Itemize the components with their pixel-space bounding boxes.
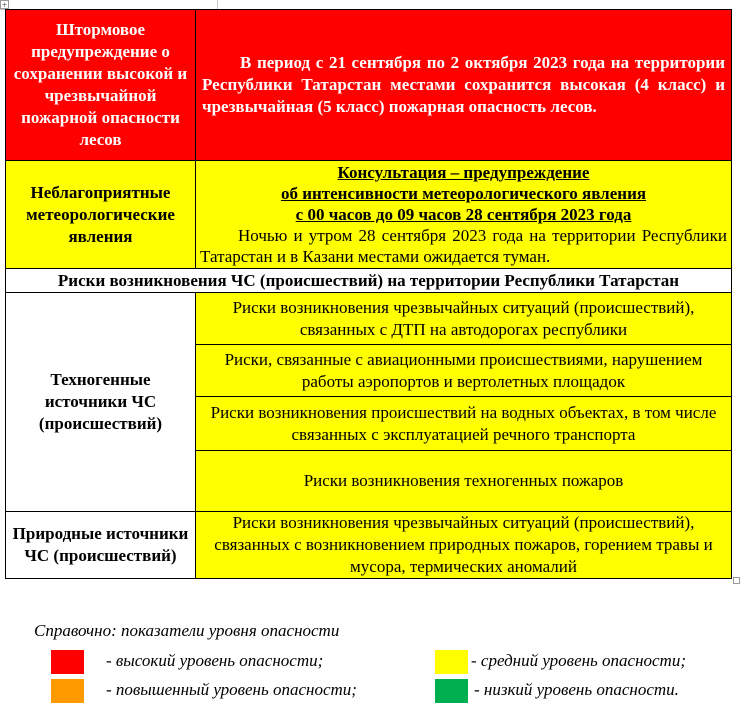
legend-swatch-low: [435, 679, 468, 703]
risk-item: Риски возникновения происшествий на водных объектах, в том числе связанных с эксплуатацией речного транспорта: [196, 397, 732, 451]
hazard-table: [5, 9, 732, 579]
consultation-title-line-3: с 00 часов до 09 часов 28 сентября 2023 года: [295, 205, 632, 224]
meteo-text: [200, 225, 727, 267]
end-of-cell-marker: [733, 577, 740, 584]
risk-row: [6, 512, 732, 579]
legend-label-low: - низкий уровень опасности.: [474, 680, 679, 699]
legend-label-high: - высокий уровень опасности;: [106, 651, 324, 670]
risks-header-row: [6, 269, 732, 293]
risk-item: Риски, связанные с авиационными происшествиями, нарушением работы аэропортов и вертолетных площадок: [196, 345, 732, 397]
legend-title: Справочно: показатели уровня опасности: [34, 621, 340, 640]
technogenic-title: Техногенные источники ЧС (происшествий): [6, 293, 196, 512]
risk-item: Риски возникновения чрезвычайных ситуаций (происшествий), связанных с возникновением природных пожаров, горением травы и мусора, термических аномалий: [196, 512, 732, 579]
storm-warning-row: [6, 10, 732, 161]
risks-header: Риски возникновения ЧС (происшествий) на территории Республики Татарстан: [6, 269, 732, 293]
legend-label-medium: - средний уровень опасности;: [471, 651, 686, 670]
risk-row: [6, 293, 732, 345]
meteo-cell: [196, 161, 732, 269]
meteo-body: Ночью и утром 28 сентября 2023 года на территории Республики Татарстан и в Казани местами ожидается туман.: [200, 226, 727, 266]
legend-swatch-high: [51, 650, 84, 674]
consultation-title-line-1: Консультация – предупреждение: [337, 163, 590, 182]
storm-warning-title: Штормовое предупреждение о сохранении высокой и чрезвычайной пожарной опасности лесов: [6, 10, 196, 161]
consultation-title-line-2: об интенсивности метеорологического явления: [280, 184, 647, 203]
text-boundary-line: [217, 0, 218, 9]
natural-title: Природные источники ЧС (происшествий): [6, 512, 196, 579]
risk-item: Риски возникновения чрезвычайных ситуаций (происшествий), связанных с ДТП на автодорогах республики: [196, 293, 732, 345]
legend-swatch-elevated: [51, 679, 84, 703]
table-move-handle[interactable]: +: [1, 0, 8, 10]
risk-item: Риски возникновения техногенных пожаров: [196, 451, 732, 512]
storm-warning-text: [196, 10, 732, 161]
meteo-row: [6, 161, 732, 269]
storm-warning-body: В период с 21 сентября по 2 октября 2023 года на территории Республики Татарстан местами сохранится высокая (4 класс) и чрезвычайная (5 класс) пожарная опасность лесов.: [202, 53, 725, 116]
meteo-title: Неблагоприятные метеорологические явления: [6, 161, 196, 269]
legend-label-elevated: - повышенный уровень опасности;: [106, 680, 357, 699]
legend-swatch-medium: [435, 650, 468, 674]
